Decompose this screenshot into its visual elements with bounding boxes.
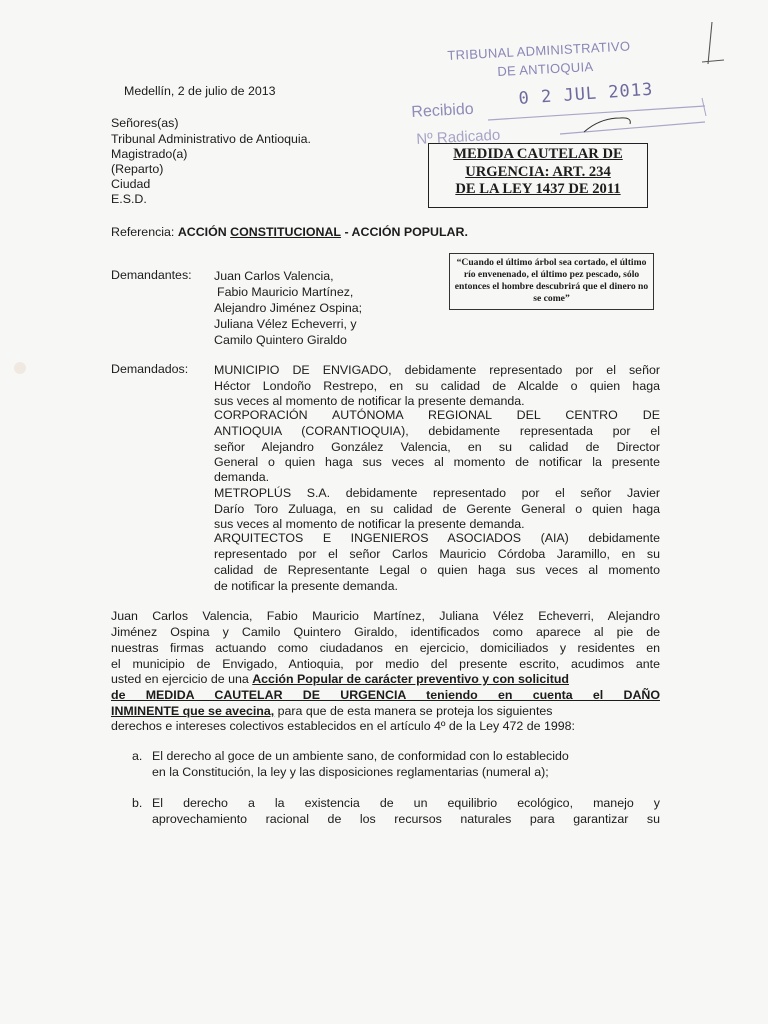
list-item-a-line-2: en la Constitución, la ley y las disposiciones reglamentarias (numeral a); — [152, 765, 549, 779]
body-line: nuestras firmas actuando como ciudadanos en ejercicio, domiciliados y residentes en — [111, 641, 660, 655]
demandante-3: Alejandro Jiménez Ospina; — [214, 301, 363, 315]
demandante-2: Fabio Mauricio Martínez, — [217, 285, 354, 299]
handwritten-slash — [698, 18, 728, 70]
list-marker-a: a. — [132, 749, 143, 763]
body-accion-popular: Acción Popular de carácter preventivo y con solicitud — [252, 672, 569, 686]
demandantes-label: Demandantes: — [111, 268, 192, 282]
punch-hole-mark — [14, 362, 26, 374]
stamp-fecha: 0 2 JUL 2013 — [518, 79, 654, 109]
demandado-line: demanda. — [214, 470, 270, 484]
recipient-line-6: E.S.D. — [111, 192, 147, 206]
demandado-line: sus veces al momento de notificar la presente demanda. — [214, 394, 525, 408]
referencia-accion: ACCIÓN — [177, 225, 227, 239]
demandados-label: Demandados: — [111, 362, 189, 376]
place-date: Medellín, 2 de julio de 2013 — [124, 84, 276, 98]
medida-cautelar-box — [428, 143, 648, 208]
medida-line-3: DE LA LEY 1437 DE 2011 — [455, 181, 621, 197]
stamp-antioquia-line: DE ANTIOQUIA — [497, 58, 594, 79]
demandado-line: de notificar la presente demanda. — [214, 579, 398, 593]
recipient-line-4: (Reparto) — [111, 162, 164, 176]
body-line: Jiménez Ospina y Camilo Quintero Giraldo, identificados como aparece al pie de — [111, 625, 660, 639]
demandado-line: representado por el señor Carlos Mauricio Córdoba Jaramillo, en su — [214, 547, 660, 561]
referencia — [111, 225, 468, 241]
demandado-line: señor Alejandro González Valencia, en su calidad de Director — [214, 440, 660, 454]
stamp-radicado-label: Nº Radicado — [416, 126, 501, 148]
body-inminente: INMINENTE que se avecina, — [111, 704, 275, 718]
referencia-constitucional: CONSTITUCIONAL — [230, 225, 341, 239]
body-line-7-plain: para que de esta manera se proteja los siguientes — [274, 704, 553, 718]
list-item-b-line-1: El derecho a la existencia de un equilibrio ecológico, manejo y — [152, 796, 660, 810]
recipient-line-3: Magistrado(a) — [111, 147, 188, 161]
demandado-line: CORPORACIÓN AUTÓNOMA REGIONAL DEL CENTRO DE — [214, 408, 660, 422]
demandado-line: Darío Toro Zuluaga, en su calidad de Gerente General o quien haga — [214, 502, 660, 516]
body-medida-cautelar: de MEDIDA CAUTELAR DE URGENCIA teniendo en cuenta el DAÑO — [111, 688, 660, 702]
demandado-line: METROPLÚS S.A. debidamente representado por el señor Javier — [214, 486, 660, 500]
list-item-b-line-2: aprovechamiento racional de los recursos naturales para garantizar su — [152, 812, 660, 826]
demandado-line: MUNICIPIO DE ENVIGADO, debidamente representado por el señor — [214, 363, 660, 377]
recipient-line-1: Señores(as) — [111, 116, 179, 130]
demandante-4: Juliana Vélez Echeverri, y — [214, 317, 357, 331]
demandado-line: General o quien haga sus veces al momento de notificar la presente — [214, 455, 660, 469]
body-line: el municipio de Envigado, Antioquia, por medio del presente escrito, acudimos ante — [111, 657, 660, 671]
demandante-1: Juan Carlos Valencia, — [214, 269, 334, 283]
medida-line-1: MEDIDA CAUTELAR DE — [453, 146, 623, 162]
demandado-line: ANTIOQUIA (CORANTIOQUIA), debidamente representada por el — [214, 424, 660, 438]
stamp-tribunal-line: TRIBUNAL ADMINISTRATIVO — [447, 38, 631, 63]
demandado-line: Héctor Londoño Restrepo, en su calidad de Alcalde o quien haga — [214, 379, 660, 393]
demandante-5: Camilo Quintero Giraldo — [214, 333, 347, 347]
recipient-line-2: Tribunal Administrativo de Antioquia. — [111, 132, 311, 146]
recipient-line-5: Ciudad — [111, 177, 151, 191]
referencia-label: Referencia: — [111, 225, 175, 239]
demandado-line: sus veces al momento de notificar la presente demanda. — [214, 517, 525, 531]
body-line — [111, 672, 569, 688]
list-item-a-line-1: El derecho al goce de un ambiente sano, de conformidad con lo establecido — [152, 749, 569, 763]
list-marker-b: b. — [132, 796, 143, 810]
demandado-line: calidad de Representante Legal o quien haga sus veces al momento — [214, 563, 660, 577]
demandado-line: ARQUITECTOS E INGENIEROS ASOCIADOS (AIA) debidamente — [214, 531, 660, 545]
body-line-5-plain: usted en ejercicio de una — [111, 672, 253, 686]
body-line — [111, 704, 552, 720]
medida-line-2: URGENCIA: ART. 234 — [465, 163, 611, 180]
quote-box: “Cuando el último árbol sea cortado, el último río envenenado, el último pez pescado, sólo entonces el hombre descubrirá que el dinero no se come” — [449, 253, 654, 310]
stamp-recibido-label: Recibido — [411, 100, 475, 121]
body-line: Juan Carlos Valencia, Fabio Mauricio Martínez, Juliana Vélez Echeverri, Alejandro — [111, 609, 660, 623]
handwritten-mark — [580, 108, 660, 138]
referencia-popular: - ACCIÓN POPULAR. — [344, 225, 468, 239]
body-line: derechos e intereses colectivos establecidos en el artículo 4º de la Ley 472 de 1998: — [111, 719, 575, 733]
